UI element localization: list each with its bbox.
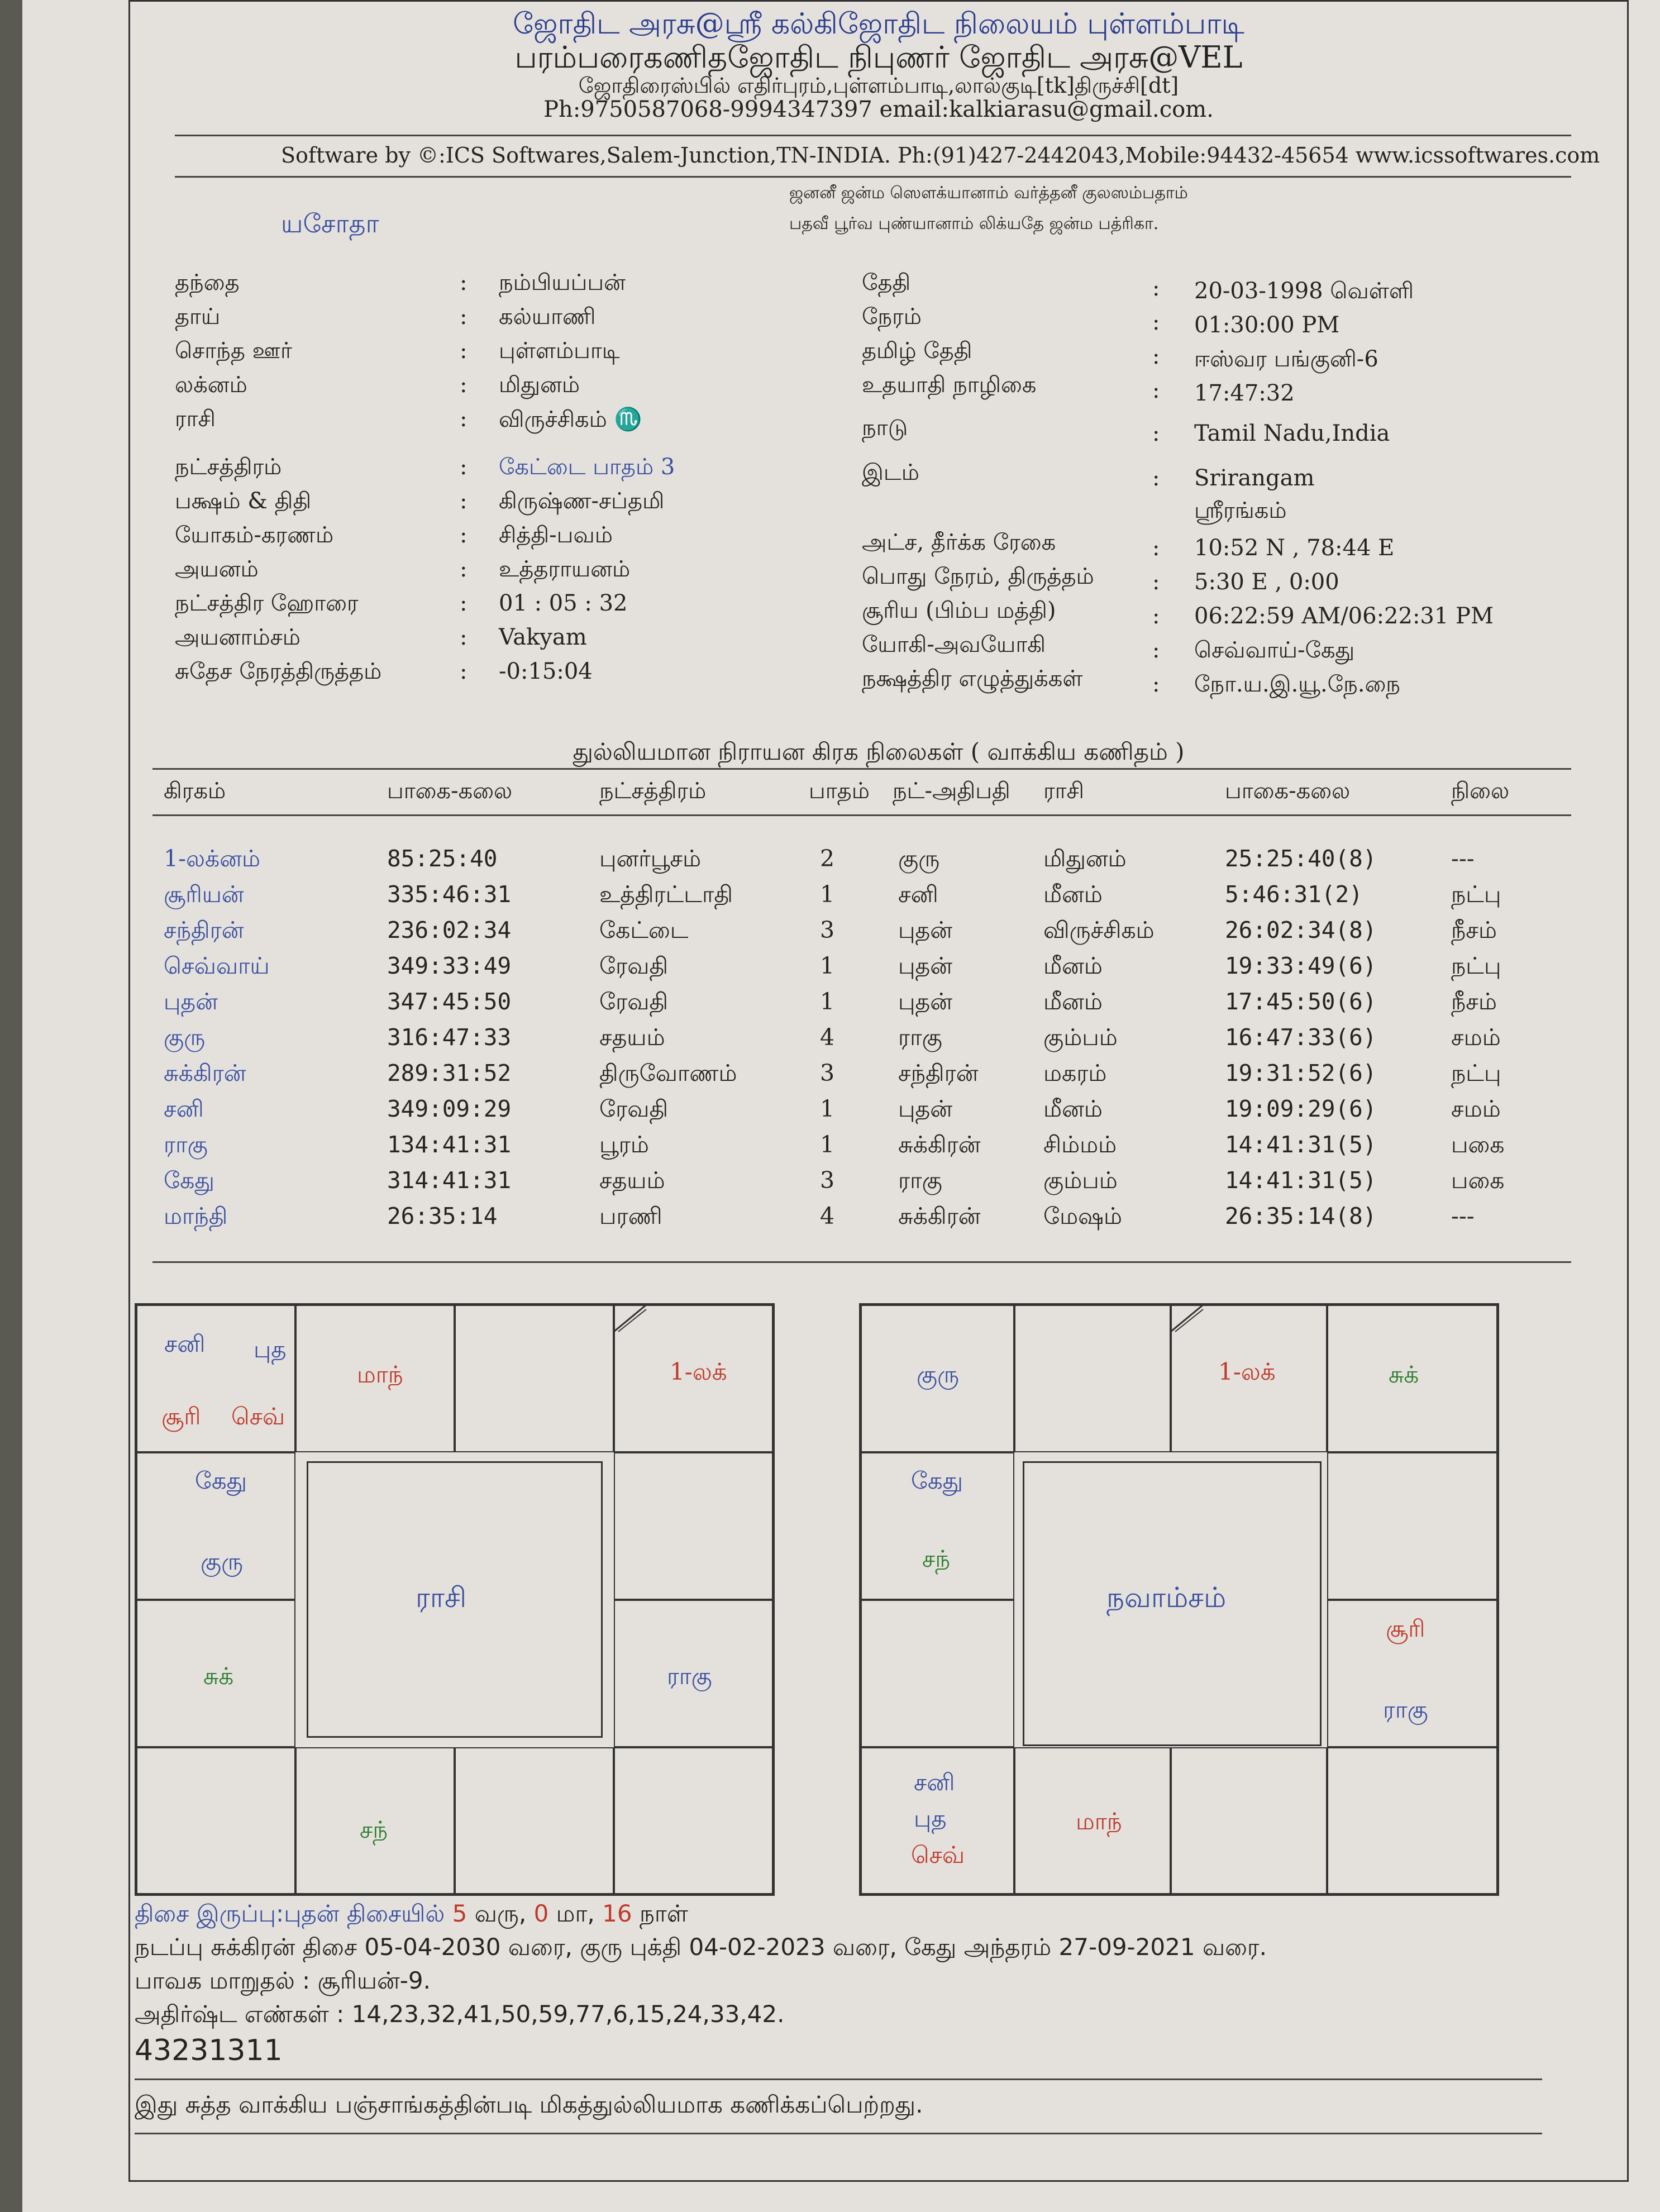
planet-status: பகை — [1451, 1167, 1505, 1194]
planet-label: செவ் — [911, 1841, 965, 1868]
detail-value: நம்பியப்பன் — [499, 270, 626, 295]
planet-label: சனி — [914, 1768, 955, 1796]
nakshatra: திருவோணம் — [599, 1060, 737, 1086]
colon: : — [460, 624, 468, 650]
colon: : — [460, 338, 468, 364]
detail-value: கேட்டை பாதம் 3 — [499, 454, 675, 480]
column-header: கிரகம் — [164, 778, 226, 804]
colon: : — [1152, 637, 1160, 663]
divider — [152, 814, 1571, 816]
rasi-chart — [135, 1303, 775, 1896]
rasi-sign: மீனம் — [1043, 952, 1103, 979]
colon: : — [460, 270, 468, 295]
degree-total: 349:33:49 — [387, 952, 512, 979]
nakshatra: உத்திரட்டாதி — [599, 881, 733, 908]
verse-line-1: ஜனனீ ஜன்ம ஸௌக்யானாம் வர்த்தனீ குலஸம்பதாம் — [789, 183, 1188, 203]
padam: 3 — [820, 1167, 835, 1194]
planet-status: பகை — [1451, 1131, 1505, 1158]
colon: : — [460, 406, 468, 432]
planet-label: சூரி — [161, 1403, 201, 1430]
rasi-sign: மகரம் — [1043, 1060, 1107, 1086]
rasi-house-libra — [455, 1747, 614, 1894]
planet-label: சுக் — [1389, 1361, 1419, 1388]
detail-value: 20-03-1998 வெள்ளி — [1194, 278, 1414, 304]
rasi-house-cancer — [614, 1452, 773, 1600]
planet-status: --- — [1451, 845, 1475, 872]
planet-status: --- — [1451, 1203, 1475, 1229]
detail-label: அட்ச, தீர்க்க ரேகை — [862, 530, 1056, 555]
detail-label: யோகி-அவயோகி — [862, 632, 1046, 657]
planet-label: புத — [254, 1336, 287, 1363]
dasa-days-unit: நாள் — [639, 1900, 688, 1927]
nakshatra-lord: புதன் — [898, 952, 952, 979]
planet-label: செவ் — [231, 1403, 285, 1430]
planet-label: சுக் — [203, 1662, 234, 1690]
detail-value: 17:47:32 — [1194, 380, 1295, 406]
navamsa-house-capricorn — [861, 1600, 1014, 1747]
planet-table-title: துல்லியமான நிராயன கிரக நிலைகள் ( வாக்கிய கணிதம் ) — [573, 738, 1185, 765]
degree-in-sign: 19:33:49(6) — [1225, 952, 1377, 979]
degree-in-sign: 5:46:31(2) — [1225, 881, 1363, 908]
detail-label: பக்ஷம் & திதி — [175, 488, 312, 514]
dasa-years-unit: வரு, — [474, 1900, 527, 1927]
detail-value: ஈஸ்வர பங்குனி-6 — [1194, 346, 1378, 372]
nakshatra-lord: புதன் — [898, 988, 952, 1015]
detail-value: கிருஷ்ண-சப்தமி — [499, 488, 665, 514]
detail-label: தேதி — [862, 270, 911, 295]
detail-label: யோகம்-கரணம் — [175, 522, 334, 548]
degree-in-sign: 26:35:14(8) — [1225, 1203, 1377, 1229]
rasi-sign: விருச்சிகம் — [1043, 917, 1155, 943]
rasi-sign: மேஷம் — [1043, 1203, 1122, 1229]
nakshatra-lord: புதன் — [898, 1095, 952, 1122]
planet-status: சமம் — [1451, 1095, 1501, 1122]
dasa-years: 5 — [452, 1900, 468, 1927]
detail-label: தாய் — [175, 304, 221, 330]
planet-name: புதன் — [164, 988, 218, 1015]
detail-label: சுதேச நேரத்திருத்தம் — [175, 659, 382, 684]
nakshatra-lord: ராகு — [898, 1024, 942, 1051]
colon: : — [460, 659, 468, 684]
degree-total: 335:46:31 — [387, 881, 512, 908]
rasi-sign: மிதுனம் — [1043, 845, 1127, 872]
colon: : — [1152, 603, 1160, 629]
divider — [175, 176, 1571, 178]
colon: : — [460, 590, 468, 616]
column-header: பாகை-கலை — [1225, 778, 1351, 804]
nakshatra-lord: ராகு — [898, 1167, 942, 1194]
planet-name: 1-லக்னம் — [164, 845, 260, 872]
planet-name: சூரியன் — [164, 881, 244, 908]
lagna-mark-icon — [1171, 1305, 1204, 1333]
nakshatra: சதயம் — [599, 1167, 665, 1194]
padam: 1 — [820, 1095, 835, 1122]
detail-label: நேரம் — [862, 304, 922, 330]
planet-status: நட்பு — [1451, 1060, 1501, 1086]
nakshatra-lord: சனி — [898, 881, 938, 908]
planet-label: 1-லக் — [670, 1358, 727, 1385]
colon: : — [1152, 344, 1160, 369]
planet-label: குரு — [917, 1361, 960, 1388]
planet-label: சந் — [360, 1816, 388, 1843]
column-header: பாதம் — [809, 778, 870, 804]
degree-total: 347:45:50 — [387, 988, 512, 1015]
rasi-sign: சிம்மம் — [1043, 1131, 1117, 1158]
planet-name: ராகு — [164, 1131, 208, 1158]
dasa-balance — [135, 1900, 688, 1930]
detail-value: உத்தராயனம் — [499, 556, 631, 582]
header-line-1: ஜோதிட அரசு@ஸ்ரீ கல்கிஜோதிட நிலையம் புள்ளம்பாடி — [513, 7, 1244, 41]
rasi-chart-title: ராசி — [416, 1581, 467, 1614]
padam: 3 — [820, 917, 835, 943]
navamsa-chart — [859, 1303, 1499, 1896]
planet-name: சுக்கிரன் — [164, 1060, 246, 1086]
planet-label: மாந் — [1076, 1808, 1122, 1835]
lagna-mark-icon — [614, 1305, 647, 1333]
planet-status: நீசம் — [1451, 917, 1497, 943]
reference-number: 43231311 — [135, 2034, 283, 2067]
divider — [152, 768, 1571, 770]
bhava-change: பாவக மாறுதல் : சூரியன்-9. — [135, 1967, 431, 1994]
colon: : — [460, 522, 468, 548]
detail-value: மிதுனம் — [499, 372, 580, 398]
detail-label: ராசி — [175, 406, 216, 432]
degree-in-sign: 17:45:50(6) — [1225, 988, 1377, 1015]
detail-value: கல்யாணி — [499, 304, 596, 330]
padam: 1 — [820, 952, 835, 979]
header-line-4: Ph:9750587068-9994347397 email:kalkiarasu@gmail.com. — [543, 97, 1214, 122]
nakshatra: கேட்டை — [599, 917, 689, 943]
degree-total: 236:02:34 — [387, 917, 512, 943]
colon: : — [460, 372, 468, 398]
rasi-house-virgo — [614, 1747, 773, 1894]
planet-label: கேது — [911, 1467, 963, 1494]
degree-total: 289:31:52 — [387, 1060, 512, 1086]
detail-value: சித்தி-பவம் — [499, 522, 613, 548]
dasa-months: 0 — [533, 1900, 549, 1927]
padam: 4 — [820, 1024, 835, 1051]
planet-label: ராகு — [667, 1662, 712, 1690]
degree-in-sign: 16:47:33(6) — [1225, 1024, 1377, 1051]
planet-name: செவ்வாய் — [164, 952, 270, 979]
detail-label: லக்னம் — [175, 372, 247, 398]
rasi-sign: மீனம் — [1043, 881, 1103, 908]
detail-label: அயனம் — [175, 556, 259, 582]
accuracy-note: இது சுத்த வாக்கிய பஞ்சாங்கத்தின்படி மிகத்துல்லியமாக கணிக்கப்பெற்றது. — [135, 2091, 923, 2118]
degree-total: 134:41:31 — [387, 1131, 512, 1158]
software-credit: Software by ©:ICS Softwares,Salem-Junction,TN-INDIA. Ph:(91)427-2442043,Mobile:94432-45654 www.icssoftwares.com — [281, 143, 1600, 168]
colon: : — [460, 488, 468, 514]
detail-value: விருச்சிகம் ♏ — [499, 407, 642, 432]
detail-label: தமிழ் தேதி — [862, 338, 972, 364]
nakshatra-lord: சுக்கிரன் — [898, 1131, 981, 1158]
detail-value: 10:52 N , 78:44 E — [1194, 535, 1395, 561]
column-header: நிலை — [1451, 778, 1510, 804]
detail-label: தந்தை — [175, 270, 240, 295]
planet-label: புத — [914, 1805, 947, 1832]
degree-in-sign: 19:09:29(6) — [1225, 1095, 1377, 1122]
colon: : — [1152, 671, 1160, 697]
detail-value: புள்ளம்பாடி — [499, 338, 620, 364]
colon: : — [1152, 378, 1160, 403]
planet-label: கேது — [195, 1467, 247, 1494]
padam: 1 — [820, 1131, 835, 1158]
degree-in-sign: 26:02:34(8) — [1225, 917, 1377, 943]
detail-value: 01 : 05 : 32 — [499, 590, 628, 616]
planet-name: சனி — [164, 1095, 204, 1122]
detail-label: நட்சத்திரம் — [175, 454, 282, 480]
detail-label: நக்ஷத்திர எழுத்துக்கள் — [862, 666, 1083, 692]
dasa-prefix: திசை இருப்பு:புதன் திசையில் — [135, 1900, 445, 1927]
detail-label: இடம் — [862, 460, 919, 485]
colon: : — [1152, 569, 1160, 595]
nakshatra-lord: சந்திரன் — [898, 1060, 979, 1086]
rasi-sign: மீனம் — [1043, 1095, 1103, 1122]
planet-label: சூரி — [1386, 1615, 1425, 1642]
padam: 3 — [820, 1060, 835, 1086]
rasi-sign: கும்பம் — [1043, 1024, 1118, 1051]
nakshatra: ரேவதி — [599, 952, 669, 979]
detail-value: Srirangam — [1194, 465, 1315, 491]
detail-value: ஸ்ரீரங்கம் — [1194, 498, 1287, 523]
rasi-house-sagittarius — [136, 1747, 295, 1894]
lucky-numbers: அதிர்ஷ்ட எண்கள் : 14,23,32,41,50,59,77,6,15,24,33,42. — [135, 2000, 785, 2028]
detail-value: செவ்வாய்-கேது — [1194, 637, 1355, 663]
colon: : — [1152, 535, 1160, 561]
dasa-months-unit: மா, — [556, 1900, 595, 1927]
padam: 4 — [820, 1203, 835, 1229]
detail-label: அயனாம்சம் — [175, 624, 300, 650]
column-header: நட்-அதிபதி — [893, 778, 1010, 804]
nakshatra: பூரம் — [599, 1131, 649, 1158]
divider — [152, 1261, 1571, 1263]
planet-name: கேது — [164, 1167, 214, 1194]
colon: : — [460, 454, 468, 480]
degree-total: 349:09:29 — [387, 1095, 512, 1122]
detail-value: Vakyam — [499, 624, 587, 650]
nakshatra: சதயம் — [599, 1024, 665, 1051]
column-header: நட்சத்திரம் — [599, 778, 707, 804]
degree-in-sign: 19:31:52(6) — [1225, 1060, 1377, 1086]
padam: 2 — [820, 845, 835, 872]
degree-in-sign: 14:41:31(5) — [1225, 1131, 1377, 1158]
nakshatra: புனர்பூசம் — [599, 845, 702, 872]
detail-value: 06:22:59 AM/06:22:31 PM — [1194, 603, 1494, 629]
verse-line-2: பதவீ பூர்வ புண்யானாம் லிக்யதே ஜன்ம பத்ரிகா. — [789, 214, 1159, 233]
navamsa-house-libra — [1171, 1747, 1327, 1894]
dasa-days: 16 — [602, 1900, 632, 1927]
detail-label: நட்சத்திர ஹோரை — [175, 590, 359, 616]
divider — [135, 2078, 1542, 2080]
detail-value: நோ.ய.இ.யூ.நே.நை — [1194, 671, 1400, 697]
detail-label: சொந்த ஊர் — [175, 338, 292, 364]
person-name: யசோதா — [281, 208, 379, 239]
planet-label: சந் — [922, 1545, 951, 1572]
colon: : — [1152, 275, 1160, 301]
detail-label: நாடு — [862, 415, 908, 441]
padam: 1 — [820, 881, 835, 908]
column-header: ராசி — [1043, 778, 1084, 804]
rasi-house-taurus — [455, 1305, 614, 1452]
planet-name: குரு — [164, 1024, 206, 1051]
header-line-2: பரம்பரைகணிதஜோதிட நிபுணர் ஜோதிட அரசு@VEL — [514, 40, 1243, 75]
degree-in-sign: 14:41:31(5) — [1225, 1167, 1377, 1194]
detail-label: உதயாதி நாழிகை — [862, 372, 1037, 398]
planet-label: குரு — [201, 1548, 244, 1575]
planet-label: 1-லக் — [1218, 1358, 1276, 1385]
detail-value: 01:30:00 PM — [1194, 312, 1340, 338]
header-line-3: ஜோதிரைஸ்பில் எதிர்புரம்,புள்ளம்பாடி,லால்குடி[tk]திருச்சி[dt] — [578, 73, 1179, 98]
degree-total: 316:47:33 — [387, 1024, 512, 1051]
padam: 1 — [820, 988, 835, 1015]
degree-in-sign: 25:25:40(8) — [1225, 845, 1377, 872]
nakshatra: ரேவதி — [599, 1095, 669, 1122]
planet-name: சந்திரன் — [164, 917, 244, 943]
detail-value: 5:30 E , 0:00 — [1194, 569, 1339, 595]
navamsa-house-virgo — [1327, 1747, 1497, 1894]
navamsa-house-aries — [1014, 1305, 1171, 1452]
rasi-sign: கும்பம் — [1043, 1167, 1118, 1194]
degree-total: 26:35:14 — [387, 1203, 498, 1229]
current-period: நடப்பு சுக்கிரன் திசை 05-04-2030 வரை, குரு புக்தி 04-02-2023 வரை, கேது அந்தரம் 27-09-2021 வரை. — [135, 1933, 1267, 1961]
divider — [135, 2133, 1542, 2134]
navamsa-house-leo-upper — [1327, 1452, 1497, 1600]
planet-label: சனி — [164, 1330, 206, 1357]
colon: : — [1152, 421, 1160, 446]
degree-total: 85:25:40 — [387, 845, 498, 872]
nakshatra: பரணி — [599, 1203, 662, 1229]
divider — [175, 135, 1571, 136]
colon: : — [1152, 465, 1160, 491]
planet-label: ராகு — [1383, 1696, 1428, 1723]
colon: : — [460, 304, 468, 330]
detail-label: பொது நேரம், திருத்தம் — [862, 564, 1094, 589]
planet-status: நட்பு — [1451, 881, 1501, 908]
colon: : — [1152, 309, 1160, 335]
page-border — [128, 0, 1629, 2182]
planet-status: நட்பு — [1451, 952, 1501, 979]
navamsa-chart-title: நவாம்சம் — [1106, 1581, 1227, 1614]
degree-total: 314:41:31 — [387, 1167, 512, 1194]
planet-name: மாந்தி — [164, 1203, 228, 1229]
colon: : — [460, 556, 468, 582]
nakshatra-lord: குரு — [898, 845, 940, 872]
planet-label: மாந் — [357, 1361, 403, 1388]
nakshatra: ரேவதி — [599, 988, 669, 1015]
column-header: பாகை-கலை — [387, 778, 513, 804]
planet-status: நீசம் — [1451, 988, 1497, 1015]
detail-label: சூரிய (பிம்ப மத்தி) — [862, 598, 1056, 623]
nakshatra-lord: சுக்கிரன் — [898, 1203, 981, 1229]
detail-value: Tamil Nadu,India — [1194, 421, 1390, 446]
nakshatra-lord: புதன் — [898, 917, 952, 943]
detail-value: -0:15:04 — [499, 659, 593, 684]
rasi-sign: மீனம் — [1043, 988, 1103, 1015]
horoscope-sheet — [22, 0, 1660, 2212]
planet-status: சமம் — [1451, 1024, 1501, 1051]
